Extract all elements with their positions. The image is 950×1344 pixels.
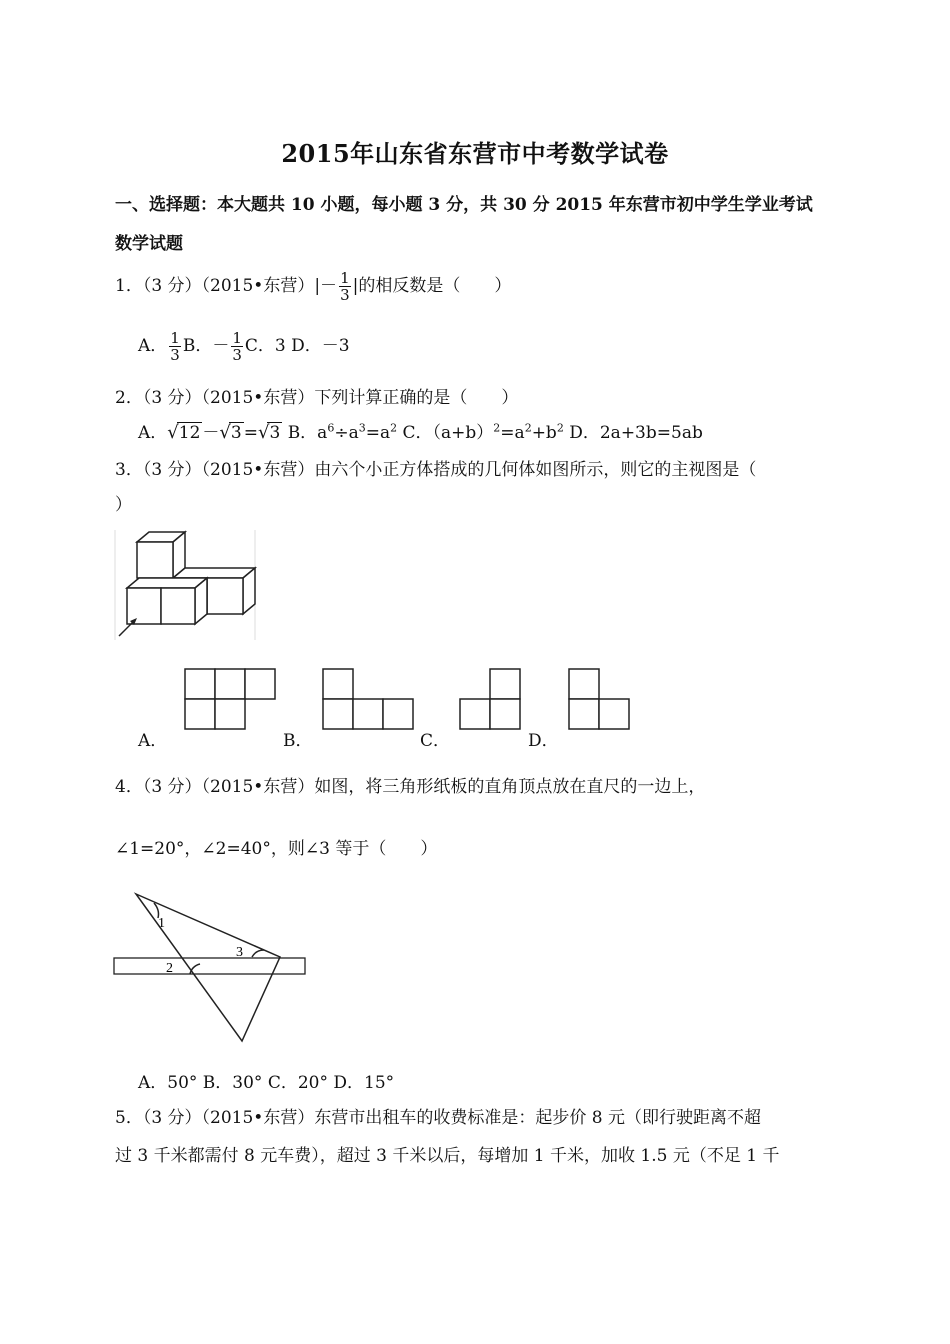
question-5-stem: 5．（3 分）（2015•东营）东营市出租车的收费标准是：起步价 8 元（即行驶距离不超 bbox=[115, 1108, 761, 1128]
angle-label-1: 1 bbox=[158, 916, 165, 931]
option-c-view bbox=[458, 667, 524, 731]
option-b-view bbox=[321, 667, 417, 731]
option-d-label: D． bbox=[528, 731, 559, 751]
question-3-stem: 3．（3 分）（2015•东营）由六个小正方体搭成的几何体如图所示，则它的主视图是（ bbox=[115, 460, 757, 480]
option-b-label: B． bbox=[283, 731, 313, 751]
question-1-options: A． $\frac{1}{3}$ B．－ $\frac{1}{3}$ C．3 D．－3 bbox=[138, 329, 350, 364]
option-a-view bbox=[183, 667, 279, 731]
question-1-stem: 1．（3 分）（2015•东营）|－ $\frac{1}{3}$ |的相反数是（ ） bbox=[115, 269, 512, 304]
section-heading: 一、选择题：本大题共 10 小题，每小题 3 分，共 30 分 2015 年东营市初中学生学业考试 bbox=[115, 195, 813, 215]
option-c-label: C． bbox=[420, 731, 451, 751]
triangle-ruler-figure bbox=[112, 890, 308, 1044]
question-2-options: A．√12 －√3 =√3 B．$a^6\div a^3=a^2$ C．$(a+b)^2=a^2+b^2$ D．2a+3b=5ab bbox=[138, 421, 703, 443]
angle-label-3: 3 bbox=[236, 945, 243, 960]
question-4-stem-cont: ∠1=20°，∠2=40°，则∠3 等于（ ） bbox=[115, 839, 438, 859]
page-title: 2015年山东省东营市中考数学试卷 bbox=[281, 139, 669, 168]
question-3-stem-cont: ） bbox=[115, 495, 132, 515]
question-4-stem: 4．（3 分）（2015•东营）如图，将三角形纸板的直角顶点放在直尺的一边上， bbox=[115, 777, 706, 797]
angle-label-2: 2 bbox=[166, 961, 173, 976]
question-2-stem: 2．（3 分）（2015•东营）下列计算正确的是（ ） bbox=[115, 388, 519, 408]
question-4-options: A．50° B．30° C．20° D．15° bbox=[138, 1073, 395, 1093]
fraction: $\frac{1}{3}$ bbox=[232, 329, 242, 364]
question-5-stem-cont: 过 3 千米都需付 8 元车费），超过 3 千米以后，每增加 1 千米，加收 1.5 元（不足 1 千 bbox=[115, 1146, 780, 1166]
fraction: $\frac{1}{3}$ bbox=[170, 329, 180, 364]
cube-figure bbox=[115, 530, 265, 642]
option-d-view bbox=[567, 667, 633, 731]
section-heading-cont: 数学试题 bbox=[115, 234, 183, 254]
fraction: $\frac{1}{3}$ bbox=[340, 269, 350, 304]
option-a-label: A． bbox=[138, 731, 168, 751]
